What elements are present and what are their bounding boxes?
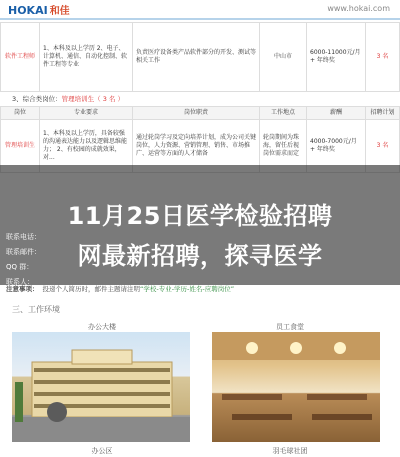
col-location: 工作地点: [260, 107, 307, 120]
caption-badminton-club: 羽毛球社团: [272, 447, 308, 455]
role-cell: 软件工程师: [1, 23, 40, 92]
contact-person: 联系人：: [6, 278, 34, 286]
duty-cell: 通过轮岗学习及定向培养计划，成为公司关键岗位，人力资源、营销管理、销售、市场推广、运营等方面的人才储备: [133, 120, 260, 173]
col-role: 岗位: [1, 107, 40, 120]
notice-subject-format: “学校-专业-学历-姓名-应聘岗位”: [140, 285, 235, 293]
col-duty: 岗位职责: [133, 107, 260, 120]
role-cell: 管理培训生: [1, 120, 40, 173]
count-cell: 3 名: [366, 23, 400, 92]
table-row: [1, 23, 400, 92]
work-environment-title: 三、工作环境: [12, 305, 60, 314]
notice-text: 投递个人简历时，邮件主题请注明: [42, 285, 140, 293]
caption-canteen: 员工食堂: [276, 323, 304, 331]
headline-line-2: 网最新招聘，探寻医学: [77, 242, 323, 270]
site-url: www.hokai.com: [327, 4, 390, 13]
requirement-cell: 1、本科及以上学历 2、电子、计算机、通信、自动化控制、软件工程等专业: [40, 23, 133, 92]
trainee-table: [0, 106, 400, 173]
salary-cell: 4000-7000元/月 + 年终奖: [307, 120, 366, 173]
software-engineer-table: [0, 22, 400, 92]
header-divider: [0, 18, 400, 20]
section-3-highlight: 管理培训生（ 3 名 ）: [61, 95, 124, 103]
notice-label: 注意事项：: [6, 285, 39, 293]
logo-cn: 和佳: [49, 6, 70, 17]
location-cell: 中山市: [260, 23, 307, 92]
section-3-prefix: 3、综合类岗位：: [12, 95, 62, 103]
canteen-illustration: [212, 332, 380, 442]
office-building-photo: [12, 332, 190, 442]
section-3-title: [12, 94, 124, 103]
contact-email: 联系邮件：: [6, 248, 41, 256]
duty-cell: 负责医疗设备类产品软件部分的开发、测试等相关工作: [133, 23, 260, 92]
table-header-row: [1, 107, 400, 120]
headline-line-1: 11月25日医学检验招聘: [67, 202, 333, 230]
office-building-illustration: [12, 332, 190, 442]
col-salary: 薪酬: [307, 107, 366, 120]
document-header: [0, 0, 400, 18]
caption-office-building: 办公大楼: [88, 323, 116, 331]
notice: [6, 284, 234, 293]
salary-cell: 6000-11000元/月 + 年终奖: [307, 23, 366, 92]
col-requirement: 专业要求: [40, 107, 133, 120]
count-cell: 3 名: [366, 120, 400, 173]
location-cell: 轮岗期间为珠海，留任后视岗位需求而定: [260, 120, 307, 173]
canteen-photo: [212, 332, 380, 442]
logo-en: HOKAI: [8, 4, 48, 17]
contact-qq: QQ 群：: [6, 263, 34, 271]
requirement-cell: 1、本科及以上学历，具备较强的沟通表达能力以及逻辑思维能力； 2、有校园的成就效果，对...: [40, 120, 133, 173]
hokai-logo: [8, 2, 70, 17]
caption-office-area: 办公区: [91, 447, 113, 455]
contact-phone: 联系电话：: [6, 233, 41, 241]
col-count: 招聘计划: [366, 107, 400, 120]
